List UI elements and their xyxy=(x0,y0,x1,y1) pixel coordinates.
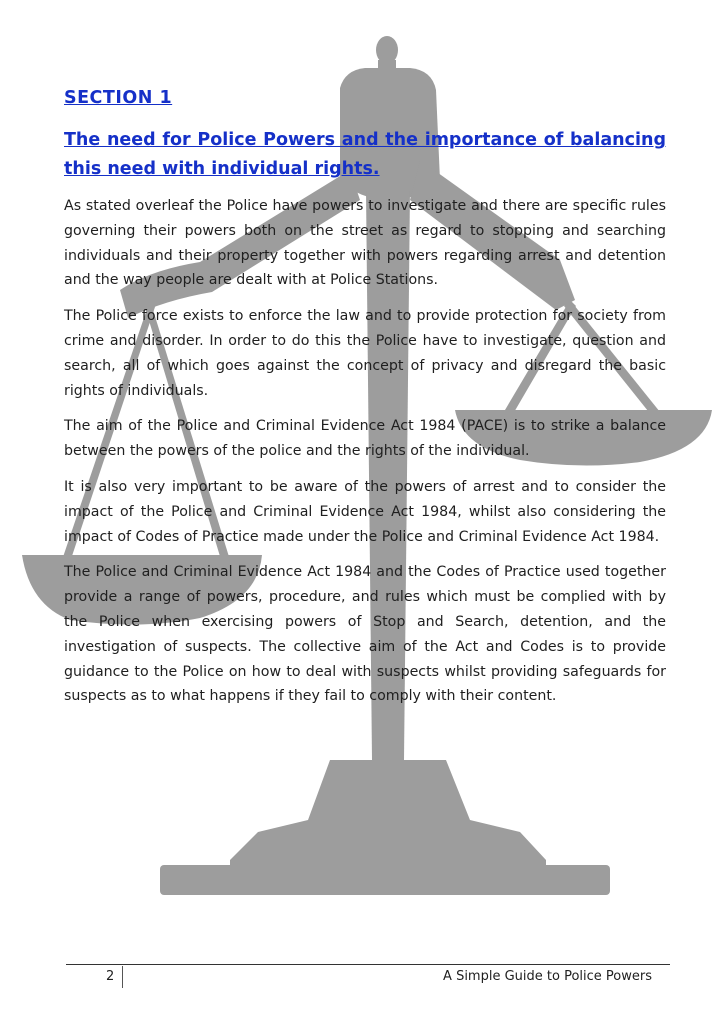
paragraph: As stated overleaf the Police have powers to investigate and there are specific rules governing their powers both on the street as regard to stopping and searching individuals and their property together with powers regarding arrest and detention and the way people are dealt with at Police Stations. xyxy=(64,198,666,289)
page-footer xyxy=(66,964,670,988)
paragraph: The Police and Criminal Evidence Act 1984 and the Codes of Practice used together provide a range of powers, procedure, and rules which must be complied with by the Police when exercising powers of Stop and Search, detention, and the investigation of suspects. The collective aim of the Act and Codes is to provide guidance to the Police on how to deal with suspects whilst providing safeguards for suspects as to what happens if they fail to comply with their content. xyxy=(64,564,666,705)
footer-rule xyxy=(66,964,670,965)
footer-title: A Simple Guide to Police Powers xyxy=(443,969,652,984)
section-content xyxy=(64,88,666,720)
page-number: 2 xyxy=(106,969,115,984)
footer-divider xyxy=(122,966,123,988)
paragraph: It is also very important to be aware of the powers of arrest and to consider the impact of the Police and Criminal Evidence Act 1984, whilst also considering the impact of Codes of Practice made under the Police and Criminal Evidence Act 1984. xyxy=(64,478,666,545)
paragraph: The Police force exists to enforce the law and to provide protection for society from crime and disorder. In order to do this the Police have to investigate, question and search, all of which goes against the concept of privacy and disregard the basic rights of individuals. xyxy=(64,308,666,399)
section-label: SECTION 1 xyxy=(64,88,173,108)
paragraph: The aim of the Police and Criminal Evidence Act 1984 (PACE) is to strike a balance between the powers of the police and the rights of the individual. xyxy=(64,418,666,460)
section-title: The need for Police Powers and the importance of balancing this need with individual rights. xyxy=(64,130,666,179)
